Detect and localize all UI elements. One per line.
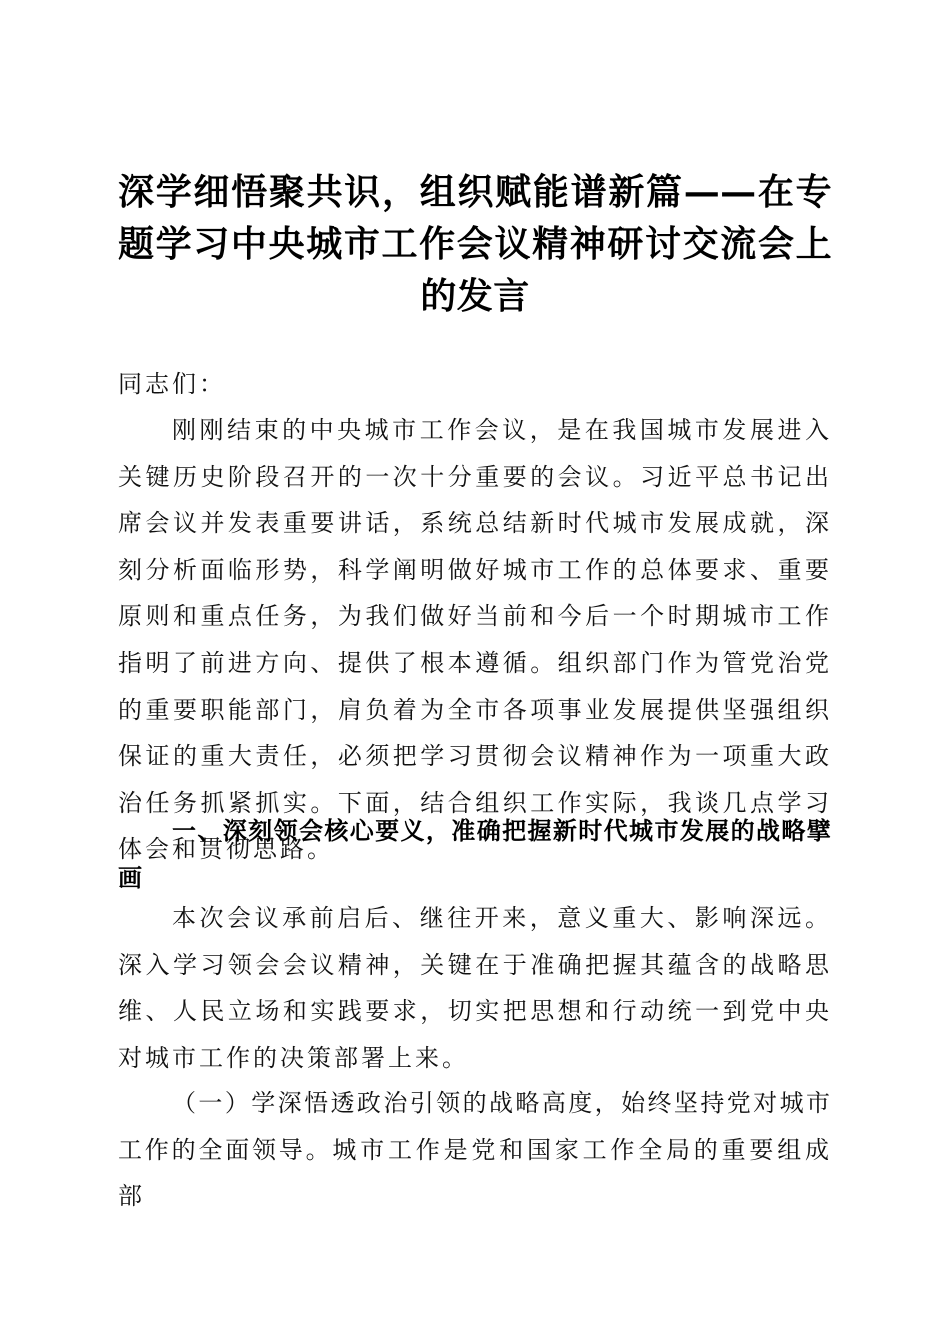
intro-paragraph: 刚刚结束的中央城市工作会议，是在我国城市发展进入关键历史阶段召开的一次十分重要的会议。习近平总书记出席会议并发表重要讲话，系统总结新时代城市发展成就，深刻分析面临形势，科学阐明做好城市工作的总体要求、重要原则和重点任务，为我们做好当前和今后一个时期城市工作指明了前进方向、提供了根本遵循。组织部门作为管党治党的重要职能部门，肩负着为全市各项事业发展提供坚强组织保证的重大责任，必须把学习贯彻会议精神作为一项重大政治任务抓紧抓实。下面，结合组织工作实际，我谈几点学习体会和贯彻思路。 (118, 416, 832, 864)
section-one-heading: 一、深刻领会核心要义，准确把握新时代城市发展的战略擘画 (118, 817, 832, 892)
subsection-one-body: 城市工作是党和国家工作全局的重要组成部 (118, 1135, 833, 1211)
salutation: 同志们： (118, 370, 226, 398)
subsection-one-paragraph (118, 1080, 832, 1220)
document-title: 深学细悟聚共识，组织赋能谱新篇——在专题学习中央城市工作会议精神研讨交流会上的发言 (118, 171, 832, 317)
section-one-paragraph: 本次会议承前启后、继往开来，意义重大、影响深远。深入学习领会会议精神，关键在于准确把握其蕴含的战略思维、人民立场和实践要求，切实把思想和行动统一到党中央对城市工作的决策部署上来。 (118, 904, 832, 1072)
subsection-one-heading: （一）学深悟透政治引领的战略高度，始终坚持党对城市工作的全面领导。 (118, 1089, 832, 1164)
